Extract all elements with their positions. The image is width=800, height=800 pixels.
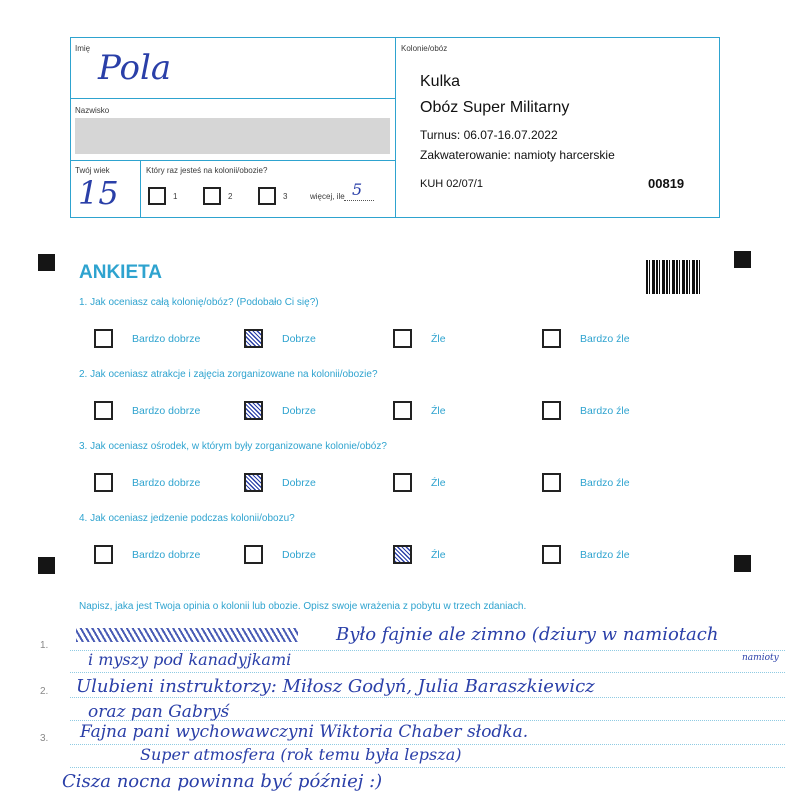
handwriting-line-7: Cisza nocna powinna być później :) <box>62 771 383 792</box>
ktory-raz-label: Który raz jesteś na kolonii/obozie? <box>146 166 268 175</box>
camp-name-1: Kulka <box>420 73 461 90</box>
question-2-text: 2. Jak oceniasz atrakcje i zajęcia zorganizowane na kolonii/obozie? <box>79 369 378 380</box>
header-divider-2 <box>70 160 396 161</box>
ktory-raz-option-3: 3 <box>283 192 288 201</box>
header-divider-3 <box>140 160 141 218</box>
q1-label-bardzo-zle: Bardzo źle <box>580 333 630 345</box>
q1-box-bardzo-zle[interactable] <box>542 329 561 348</box>
q4-box-dobrze[interactable] <box>244 545 263 564</box>
barcode-icon <box>646 260 702 294</box>
line-number-2: 2. <box>40 686 49 697</box>
line-number-1: 1. <box>40 640 49 651</box>
registration-mark-bottom-left <box>38 557 55 574</box>
header-divider-vertical <box>395 37 396 218</box>
wiek-value: 15 <box>78 174 119 212</box>
q1-label-zle: Źle <box>431 333 446 345</box>
q4-box-bardzo-dobrze[interactable] <box>94 545 113 564</box>
wiecej-label: więcej, ile <box>310 192 345 201</box>
registration-mark-bottom-right <box>734 555 751 572</box>
turnus: Turnus: 06.07-16.07.2022 <box>420 128 558 142</box>
registration-mark-top-left <box>38 254 55 271</box>
question-3-text: 3. Jak oceniasz ośrodek, w którym były zorganizowane kolonie/obóz? <box>79 441 387 452</box>
q2-label-bardzo-zle: Bardzo źle <box>580 405 630 417</box>
wiecej-dotline <box>344 200 374 201</box>
scribble-crossout <box>76 628 298 642</box>
zakwaterowanie: Zakwaterowanie: namioty harcerskie <box>420 148 615 162</box>
margin-note: namioty <box>742 653 779 663</box>
form-number: 00819 <box>648 176 685 191</box>
q2-label-zle: Źle <box>431 405 446 417</box>
kolonia-label: Kolonie/obóz <box>401 44 448 53</box>
question-1-text: 1. Jak oceniasz całą kolonię/obóz? (Podobało Ci się?) <box>79 297 319 308</box>
writing-line-1b <box>70 672 785 673</box>
q2-label-dobrze: Dobrze <box>282 405 316 417</box>
imie-value: Pola <box>98 48 172 88</box>
q3-box-zle[interactable] <box>393 473 412 492</box>
q4-box-zle[interactable] <box>393 545 412 564</box>
q1-box-dobrze[interactable] <box>244 329 263 348</box>
wiek-label: Twój wiek <box>75 166 110 175</box>
q3-label-bardzo-zle: Bardzo źle <box>580 477 630 489</box>
q4-label-zle: Źle <box>431 549 446 561</box>
q1-label-dobrze: Dobrze <box>282 333 316 345</box>
q2-box-bardzo-zle[interactable] <box>542 401 561 420</box>
nazwisko-label: Nazwisko <box>75 106 110 115</box>
question-4-text: 4. Jak oceniasz jedzenie podczas kolonii/obozu? <box>79 513 295 524</box>
q3-box-bardzo-zle[interactable] <box>542 473 561 492</box>
q1-box-bardzo-dobrze[interactable] <box>94 329 113 348</box>
ktory-raz-option-2: 2 <box>228 192 233 201</box>
survey-title: ANKIETA <box>79 262 163 283</box>
ktory-raz-box-2[interactable] <box>203 187 221 205</box>
q2-box-zle[interactable] <box>393 401 412 420</box>
handwriting-line-4: oraz pan Gabryś <box>88 702 230 722</box>
q4-label-bardzo-dobrze: Bardzo dobrze <box>132 549 201 561</box>
writing-line-3b <box>70 767 785 768</box>
header-divider-1 <box>70 98 396 99</box>
handwriting-line-3: Ulubieni instruktorzy: Miłosz Godyń, Julia Baraszkiewicz <box>76 676 595 697</box>
handwriting-line-5: Fajna pani wychowawczyni Wiktoria Chaber słodka. <box>80 722 529 742</box>
q3-label-dobrze: Dobrze <box>282 477 316 489</box>
wiecej-value: 5 <box>352 180 363 199</box>
writing-line-2a <box>70 697 785 698</box>
q4-label-bardzo-zle: Bardzo źle <box>580 549 630 561</box>
camp-name-2: Obóz Super Militarny <box>420 99 570 116</box>
ktory-raz-box-1[interactable] <box>148 187 166 205</box>
opinion-prompt: Napisz, jaka jest Twoja opinia o kolonii lub obozie. Opisz swoje wrażenia z pobytu w trzech zdaniach. <box>79 601 527 612</box>
q2-label-bardzo-dobrze: Bardzo dobrze <box>132 405 201 417</box>
q4-box-bardzo-zle[interactable] <box>542 545 561 564</box>
q1-box-zle[interactable] <box>393 329 412 348</box>
registration-mark-top-right <box>734 251 751 268</box>
ktory-raz-option-1: 1 <box>173 192 178 201</box>
q3-box-dobrze[interactable] <box>244 473 263 492</box>
q3-label-zle: Źle <box>431 477 446 489</box>
q2-box-bardzo-dobrze[interactable] <box>94 401 113 420</box>
imie-label: Imię <box>75 44 91 53</box>
camp-code: KUH 02/07/1 <box>420 178 483 190</box>
q3-box-bardzo-dobrze[interactable] <box>94 473 113 492</box>
line-number-3: 3. <box>40 733 49 744</box>
handwriting-line-1: Było fajnie ale zimno (dziury w namiotach <box>336 624 719 645</box>
handwriting-line-6: Super atmosfera (rok temu była lepsza) <box>140 745 462 764</box>
q1-label-bardzo-dobrze: Bardzo dobrze <box>132 333 201 345</box>
q2-box-dobrze[interactable] <box>244 401 263 420</box>
handwriting-line-2: i myszy pod kanadyjkami <box>88 650 292 669</box>
nazwisko-redacted <box>75 118 390 154</box>
q4-label-dobrze: Dobrze <box>282 549 316 561</box>
q3-label-bardzo-dobrze: Bardzo dobrze <box>132 477 201 489</box>
ktory-raz-box-3[interactable] <box>258 187 276 205</box>
